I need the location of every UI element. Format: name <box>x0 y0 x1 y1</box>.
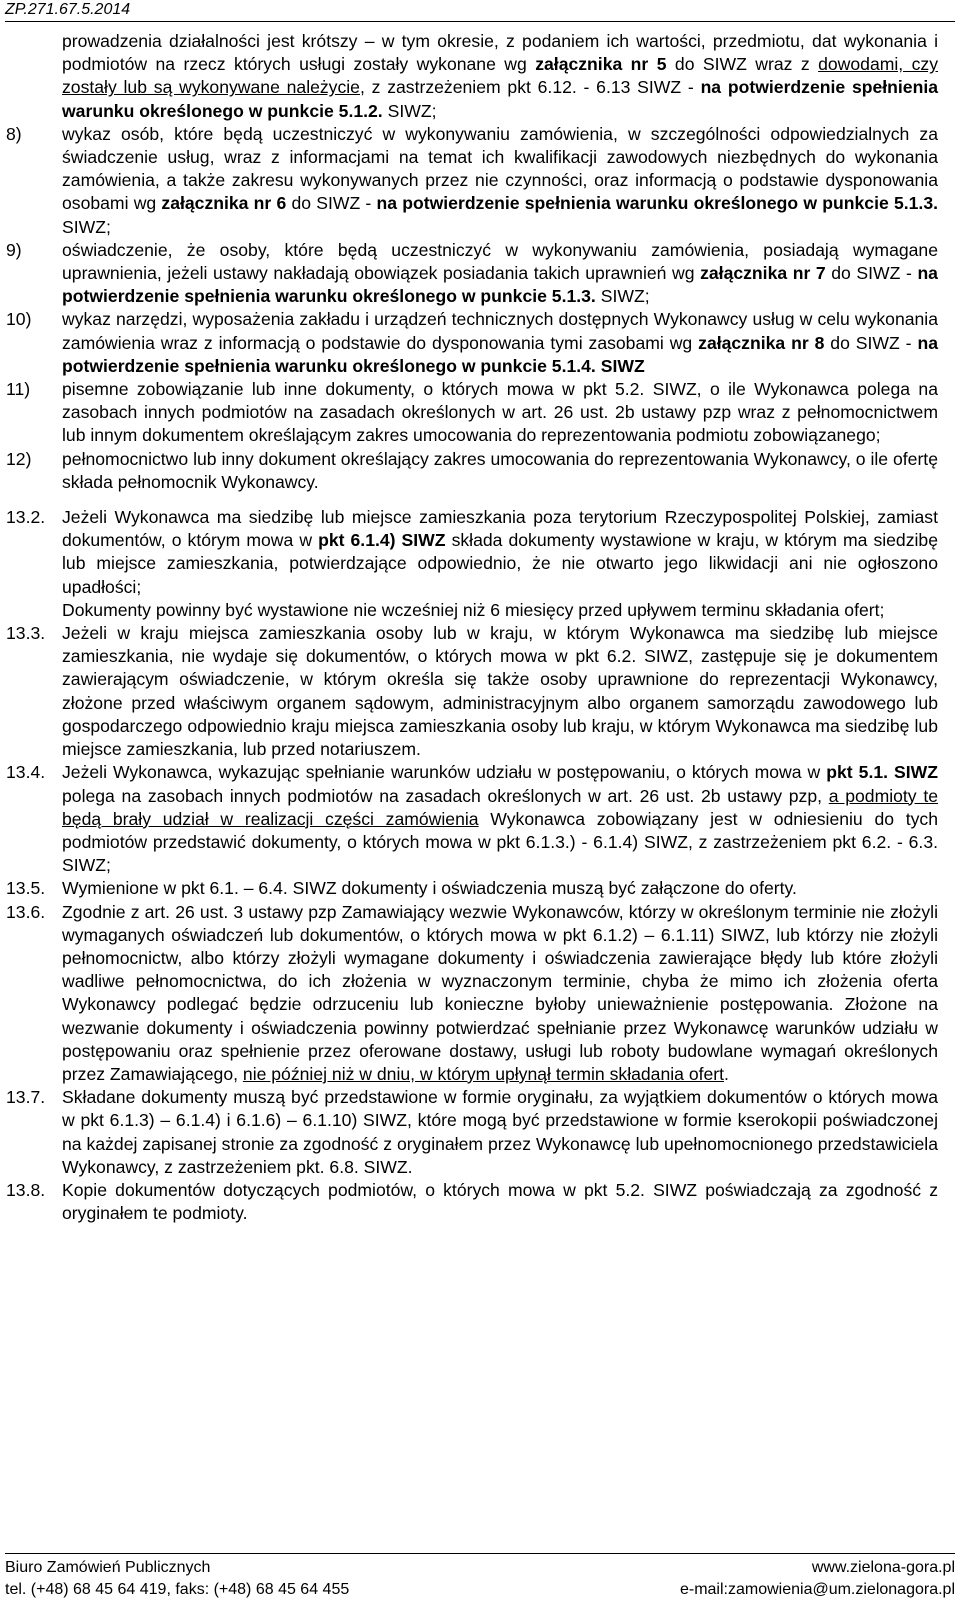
section-13-3: 13.3. Jeżeli w kraju miejsca zamieszkania osoby lub w kraju, w którym Wykonawca ma siedzibę lub miejsce zamieszkania, nie wydaje się dokumentów, o których mowa w pkt 6.2. SIWZ, zastępuje się je dokumentem zawierającym oświadczenie, w którym określa się także osoby uprawnione do reprezentacji Wykonawcy, złożone przed właściwym organem sądowym, administracyjnym albo organem samorządu zawodowego lub gospodarczego odpowiednio kraju miejsca zamieszkania osoby lub kraju, w którym Wykonawca ma siedzibę lub miejsce zamieszkania, lub przed notariuszem. <box>6 623 938 760</box>
list-item-8: 8) wykaz osób, które będą uczestniczyć w wykonywaniu zamówienia, w szczególności odpowiedzialnych za świadczenie usług, wraz z informacjami na temat ich kwalifikacji zawodowych niezbędnych do wykonania zamówienia, a także zakresu wykonywanych przez nie czynności, oraz informacją o podstawie dysponowania osobami wg załącznika nr 6 do SIWZ - na potwierdzenie spełnienia warunku określonego w punkcie 5.1.3. SIWZ; <box>6 123 938 237</box>
section-number: 13.2. <box>6 507 46 528</box>
section-number: 13.5. <box>6 878 46 899</box>
list-item-11: 11) pisemne zobowiązanie lub inne dokumenty, o których mowa w pkt 5.2. SIWZ, o ile Wykonawca polega na zasobach innych podmiotów na zasadach określonych w art. 26 ust. 2b ustawy pzp wraz z pełnomocnictwem lub innym dokumentem określającym zakres umocowania do reprezentowania podmiotu zobowiązanego; <box>6 379 938 446</box>
list-number: 11) <box>6 379 31 400</box>
section-number: 13.6. <box>6 901 46 922</box>
page-footer <box>5 1557 955 1601</box>
section-13-7: 13.7. Składane dokumenty muszą być przedstawione w formie oryginału, za wyjątkiem dokumentów o których mowa w pkt 6.1.3) – 6.1.4) i 6.1.6) – 6.1.10) SIWZ, które mogą być przedstawione w formie kserokopii poświadczonej na każdej zapisanej stronie za zgodność z oryginałem przez Wykonawcę lub upełnomocnionego przedstawiciela Wykonawcy, z zastrzeżeniem pkt. 6.8. SIWZ. <box>6 1087 938 1177</box>
document-body <box>0 30 960 1225</box>
section-number: 13.3. <box>6 623 46 644</box>
footer-divider <box>5 1553 955 1554</box>
section-number: 13.4. <box>6 762 46 783</box>
footer-office: Biuro Zamówień Publicznych <box>5 1559 211 1576</box>
section-13-6: 13.6. Zgodnie z art. 26 ust. 3 ustawy pzp Zamawiający wezwie Wykonawców, którzy w określonym terminie nie złożyli wymaganych oświadczeń lub dokumentów, o których mowa w pkt 6.1.2) – 6.1.11) SIWZ, lub którzy nie złożyli pełnomocnictw, albo którzy złożyli wymagane dokumenty i oświadczenia zawierające błędy lub które złożyli wadliwe pełnomocnictwa, do ich złożenia w wyznaczonym terminie, chyba że mimo ich złożenia oferta Wykonawcy podlegać będzie odrzuceniu lub konieczne byłoby unieważnienie postępowania. Złożone na wezwanie dokumenty i oświadczenia powinny potwierdzać spełnianie przez Wykonawcę warunków udziału w postępowaniu oraz spełnienie przez oferowane dostawy, usługi lub roboty budowlane wymagań określonych przez Zamawiającego, nie później niż w dniu, w którym upłynął termin składania ofert. <box>6 901 938 1084</box>
list-item-10: 10) wykaz narzędzi, wyposażenia zakładu i urządzeń technicznych dostępnych Wykonawcy usług w celu wykonania zamówienia wraz z informacją o podstawie do dysponowania tymi zasobami wg załącznika nr 8 do SIWZ - na potwierdzenie spełnienia warunku określonego w punkcie 5.1.4. SIWZ <box>6 309 938 376</box>
document-reference: ZP.271.67.5.2014 <box>5 1 131 18</box>
section-13-8: 13.8. Kopie dokumentów dotyczących podmiotów, o których mowa w pkt 5.2. SIWZ poświadczają za zgodność z oryginałem te podmioty. <box>6 1179 938 1224</box>
section-13-5: 13.5. Wymienione w pkt 6.1. – 6.4. SIWZ dokumenty i oświadczenia muszą być załączone do oferty. <box>0 877 960 900</box>
list-number: 12) <box>6 448 32 469</box>
list-item-continuation: prowadzenia działalności jest krótszy – w tym okresie, z podaniem ich wartości, przedmiotu, dat wykonania i podmiotów na rzecz których usługi zostały wykonane wg załącznika nr 5 do SIWZ wraz z dowodami, czy zostały lub są wykonywane należycie, z zastrzeżeniem pkt 6.12. - 6.13 SIWZ - na potwierdzenie spełnienia warunku określonego w punkcie 5.1.2. SIWZ; <box>62 31 938 121</box>
footer-website: www.zielona-gora.pl <box>811 1559 955 1576</box>
list-item-12: 12) pełnomocnictwo lub inny dokument określający zakres umocowania do reprezentowania Wykonawcy, o ile ofertę składa pełnomocnik Wykonawcy. <box>6 448 938 492</box>
section-number: 13.7. <box>6 1087 46 1108</box>
list-number: 8) <box>6 123 22 144</box>
section-number: 13.8. <box>6 1179 46 1200</box>
section-13-2: 13.2. Jeżeli Wykonawca ma siedzibę lub miejsce zamieszkania poza terytorium Rzeczypospolitej Polskiej, zamiast dokumentów, o którym mowa w pkt 6.1.4) SIWZ składa dokumenty wystawione w kraju, w którym ma siedzibę lub miejsce zamieszkania, potwierdzające odpowiednio, że nie otwarto jego likwidacji ani nie ogłoszono upadłości; Dokumenty powinny być wystawione nie wcześniej niż 6 miesięcy przed upływem terminu składania ofert; <box>6 507 938 620</box>
list-number: 9) <box>6 239 22 260</box>
footer-phone: tel. (+48) 68 45 64 419, faks: (+48) 68 45 64 455 <box>5 1581 350 1598</box>
list-item-9: 9) oświadczenie, że osoby, które będą uczestniczyć w wykonywaniu zamówienia, posiadają wymagane uprawnienia, jeżeli ustawy nakładają obowiązek posiadania takich uprawnień wg załącznika nr 7 do SIWZ - na potwierdzenie spełnienia warunku określonego w punkcie 5.1.3. SIWZ; <box>6 239 938 307</box>
header-divider <box>5 21 955 22</box>
footer-email: e-mail:zamowienia@um.zielonagora.pl <box>679 1581 955 1598</box>
list-number: 10) <box>6 309 32 330</box>
section-13-4: 13.4. Jeżeli Wykonawca, wykazując spełnianie warunków udziału w postępowaniu, o których mowa w pkt 5.1. SIWZ polega na zasobach innych podmiotów na zasadach określonych w art. 26 ust. 2b ustawy pzp, a podmioty te będą brały udział w realizacji części zamówienia Wykonawca zobowiązany jest w odniesieniu do tych podmiotów przedstawić dokumenty, o których mowa w pkt 6.1.3.) - 6.1.4) SIWZ, z zastrzeżeniem pkt 6.2. - 6.3. SIWZ; <box>6 762 939 876</box>
